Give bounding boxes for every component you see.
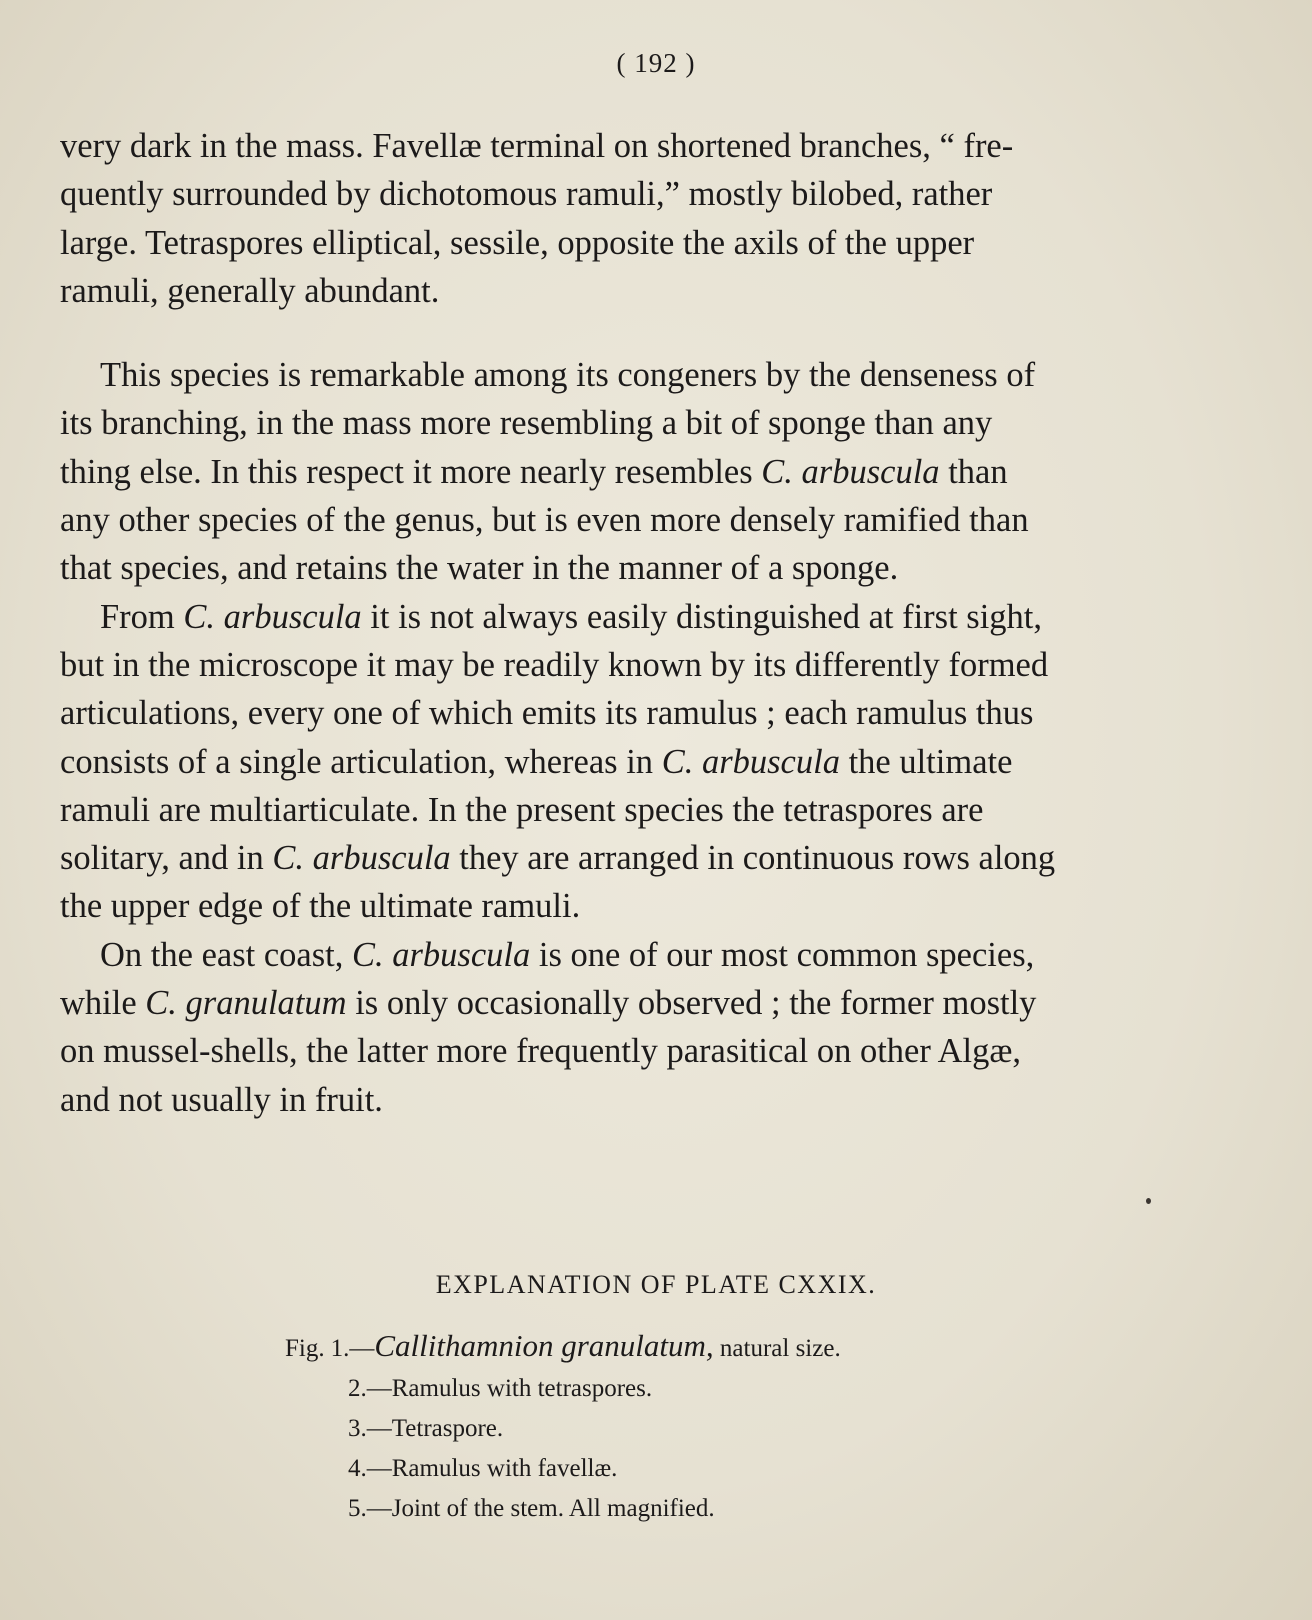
figure-item: 4.—Ramulus with favellæ.	[348, 1455, 618, 1482]
fig-description: natural size.	[713, 1335, 841, 1362]
figure-item: 5.—Joint of the stem. All magnified.	[348, 1495, 715, 1522]
paragraph-2-line	[60, 448, 1260, 496]
body-text	[60, 122, 1260, 1124]
text-run: On the east coast,	[100, 935, 352, 974]
paragraph-4-line: and not usually in fruit.	[60, 1080, 383, 1119]
paragraph-1-line: very dark in the mass. Favellæ terminal on shortened branches, “ fre-	[60, 127, 1014, 165]
fig-prefix: Fig.	[285, 1335, 325, 1362]
plate-heading: EXPLANATION OF PLATE CXXIX.	[435, 1270, 877, 1299]
paragraph-4-line	[60, 931, 1260, 979]
species-name: C. granulatum	[145, 984, 347, 1023]
text-run: is one of our most common species,	[530, 935, 1035, 974]
text-run: the ultimate	[839, 742, 1013, 781]
text-run: than	[939, 452, 1008, 491]
paragraph-1-line: large. Tetraspores elliptical, sessile, opposite the axils of the upper	[60, 223, 975, 262]
plate-explanation	[0, 1270, 1312, 1529]
paragraph-3-line	[60, 593, 1260, 641]
paragraph-3-line: but in the microscope it may be readily known by its differently formed	[60, 645, 1049, 684]
paragraph-3-line: the upper edge of the ultimate ramuli.	[60, 887, 581, 926]
paragraph-2-line: This species is remarkable among its congeners by the denseness of	[100, 356, 1036, 395]
paragraph-3-line: ramuli are multiarticulate. In the present species the tetraspores are	[60, 790, 984, 829]
paragraph-4	[60, 931, 1260, 1124]
text-run: they are arranged in continuous rows along	[450, 839, 1056, 878]
species-name: C. arbuscula	[272, 839, 451, 878]
paragraph-gap	[60, 315, 1260, 351]
paragraph-4-line: on mussel-shells, the latter more frequently parasitical on other Algæ,	[60, 1032, 1021, 1071]
paragraph-1-line: ramuli, generally abundant.	[60, 271, 440, 310]
species-name: C. arbuscula	[183, 597, 362, 636]
paragraph-2-line: that species, and retains the water in the manner of a sponge.	[60, 549, 899, 588]
paragraph-3-line	[60, 738, 1260, 786]
paragraph-3-line	[60, 834, 1260, 882]
paragraph-3-line: articulations, every one of which emits its ramulus ; each ramulus thus	[60, 694, 1034, 733]
paragraph-2-line: any other species of the genus, but is even more densely ramified than	[60, 501, 1029, 540]
paragraph-1-line: quently surrounded by dichotomous ramuli,” mostly bilobed, rather	[60, 175, 993, 214]
text-run: From	[100, 597, 184, 636]
text-run: consists of a single articulation, whereas in	[60, 742, 662, 781]
paragraph-4-line	[60, 979, 1260, 1027]
ink-speck	[1146, 1198, 1151, 1204]
paragraph-2	[60, 351, 1260, 592]
text-run: it is not always easily distinguished at first sight,	[361, 597, 1043, 636]
figure-item	[0, 1326, 1312, 1369]
species-name: C. arbuscula	[661, 742, 840, 781]
figure-list	[0, 1326, 1312, 1529]
species-name: C. arbuscula	[351, 935, 531, 974]
species-name: C. arbuscula	[761, 452, 940, 491]
text-run: thing else. In this respect it more nearly resembles	[60, 452, 762, 491]
text-run: while	[60, 984, 146, 1023]
fig-number: 1.—	[330, 1335, 375, 1362]
species-name: Callithamnion granulatum,	[374, 1328, 714, 1363]
text-run: is only occasionally observed ; the former mostly	[346, 984, 1037, 1023]
paragraph-2-line: its branching, in the mass more resembling a bit of sponge than any	[60, 404, 993, 443]
figure-item: 2.—Ramulus with tetraspores.	[348, 1375, 653, 1402]
page-number: ( 192 )	[616, 48, 696, 78]
paragraph-3	[60, 593, 1260, 931]
figure-item: 3.—Tetraspore.	[348, 1415, 504, 1442]
text-run: solitary, and in	[60, 839, 273, 878]
paragraph-1	[60, 122, 1260, 315]
